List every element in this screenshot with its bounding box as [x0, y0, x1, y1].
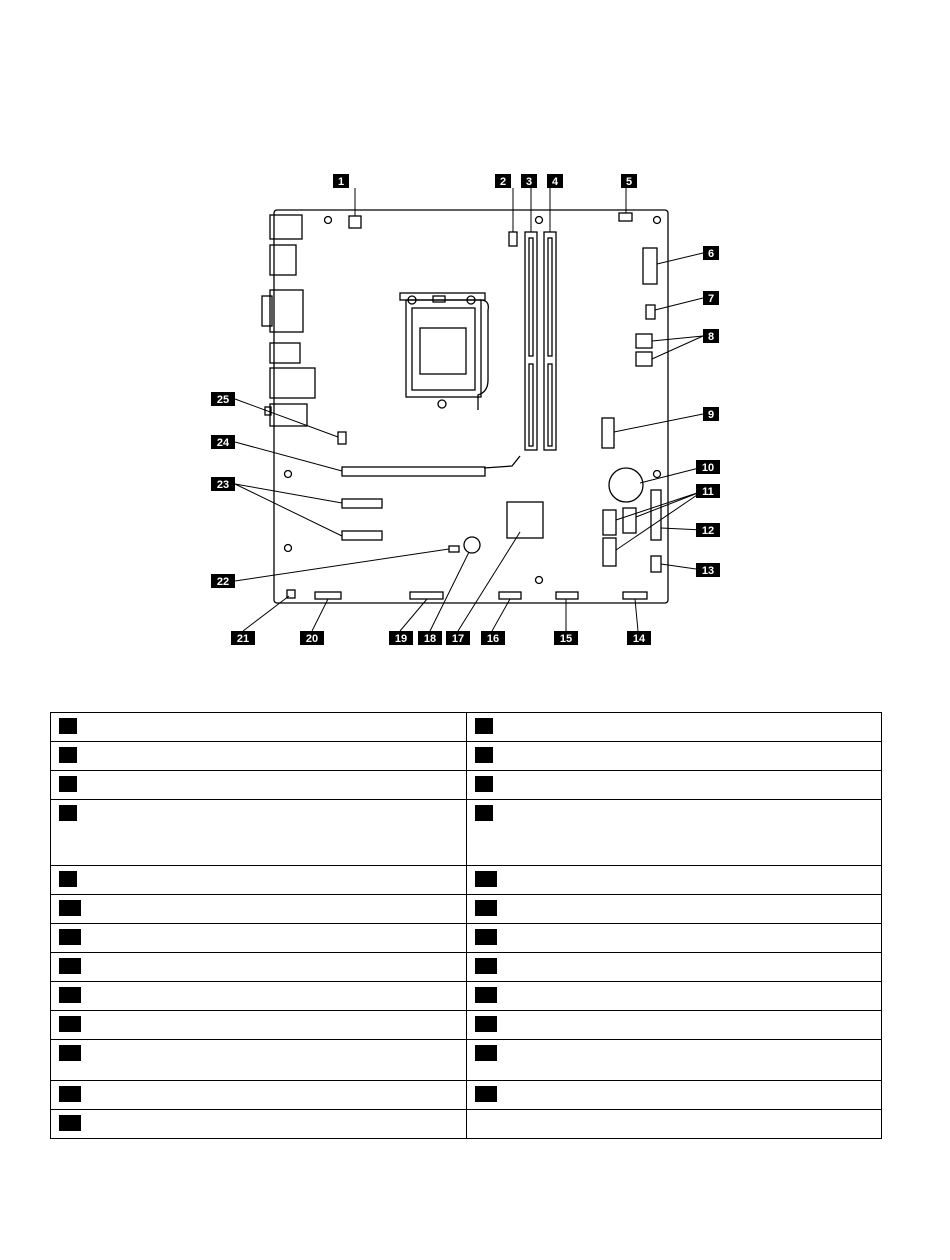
legend-cell	[51, 713, 467, 742]
legend-row	[51, 1081, 882, 1110]
callout-label: 10	[701, 462, 715, 474]
legend-row	[51, 924, 882, 953]
legend-cell	[51, 982, 467, 1011]
legend-cell	[51, 953, 467, 982]
callout-label: 14	[632, 633, 646, 645]
callout-15	[554, 631, 578, 645]
callout-13	[696, 563, 720, 577]
legend-key-24	[475, 1086, 497, 1102]
legend-key-5	[59, 776, 77, 792]
legend-cell	[466, 1040, 882, 1081]
legend-key-12	[475, 900, 497, 916]
legend-key-6	[475, 776, 493, 792]
callout-9	[703, 407, 719, 421]
callout-label: 20	[305, 633, 319, 645]
legend-cell	[466, 953, 882, 982]
callout-24	[211, 435, 235, 449]
legend-cell	[51, 1110, 467, 1139]
legend-key-14	[475, 929, 497, 945]
callout-1	[333, 174, 349, 188]
legend-cell-empty	[466, 1110, 882, 1139]
legend-key-8	[475, 805, 493, 821]
callout-label: 1	[337, 176, 345, 188]
legend-cell	[51, 1081, 467, 1110]
callout-23	[211, 477, 235, 491]
legend-row	[51, 713, 882, 742]
legend-cell	[51, 771, 467, 800]
callout-20	[300, 631, 324, 645]
legend-row	[51, 982, 882, 1011]
legend-cell	[51, 924, 467, 953]
legend-cell	[51, 1040, 467, 1081]
legend-key-13	[59, 929, 81, 945]
callout-label: 24	[216, 437, 230, 449]
legend-cell	[51, 895, 467, 924]
callout-label: 4	[551, 176, 559, 188]
legend-key-2	[475, 718, 493, 734]
callout-4	[547, 174, 563, 188]
callout-3	[521, 174, 537, 188]
legend-row	[51, 800, 882, 866]
legend-cell	[466, 866, 882, 895]
callout-17	[446, 631, 470, 645]
legend-cell	[51, 866, 467, 895]
legend-cell	[51, 800, 467, 866]
callout-6	[703, 246, 719, 260]
callout-18	[418, 631, 442, 645]
callout-7	[703, 291, 719, 305]
callout-14	[627, 631, 651, 645]
callout-10	[696, 460, 720, 474]
legend-cell	[466, 713, 882, 742]
legend-key-25	[59, 1115, 81, 1131]
callout-label: 22	[216, 576, 230, 588]
legend-key-10	[475, 871, 497, 887]
callout-label: 2	[499, 176, 507, 188]
legend-key-20	[475, 1016, 497, 1032]
legend-cell	[466, 982, 882, 1011]
legend-key-16	[475, 958, 497, 974]
legend-cell	[466, 1081, 882, 1110]
callout-label: 25	[216, 394, 230, 406]
callout-21	[231, 631, 255, 645]
callout-label: 17	[451, 633, 465, 645]
legend-row	[51, 1110, 882, 1139]
legend-key-19	[59, 1016, 81, 1032]
legend-cell	[466, 771, 882, 800]
legend-key-22	[475, 1045, 497, 1061]
callout-label: 19	[394, 633, 408, 645]
legend-row	[51, 771, 882, 800]
callout-25	[211, 392, 235, 406]
legend-cell	[466, 924, 882, 953]
callout-label: 7	[707, 293, 715, 305]
callout-label: 3	[525, 176, 533, 188]
callout-22	[211, 574, 235, 588]
legend-row	[51, 895, 882, 924]
legend-key-1	[59, 718, 77, 734]
callout-label: 12	[701, 525, 715, 537]
legend-row	[51, 1040, 882, 1081]
callout-label: 5	[625, 176, 633, 188]
legend-key-11	[59, 900, 81, 916]
legend-cell	[466, 800, 882, 866]
callout-label: 13	[701, 565, 715, 577]
legend-key-23	[59, 1086, 81, 1102]
callout-16	[481, 631, 505, 645]
legend-cell	[466, 895, 882, 924]
callout-label: 11	[702, 486, 714, 498]
callout-5	[621, 174, 637, 188]
legend-key-17	[59, 987, 81, 1003]
legend-key-3	[59, 747, 77, 763]
callout-12	[696, 523, 720, 537]
legend-key-15	[59, 958, 81, 974]
legend-key-9	[59, 871, 77, 887]
legend-key-7	[59, 805, 77, 821]
callout-2	[495, 174, 511, 188]
legend-cell	[466, 742, 882, 771]
legend-table	[50, 712, 882, 1139]
callout-label: 21	[236, 633, 250, 645]
callout-19	[389, 631, 413, 645]
callout-label: 15	[559, 633, 573, 645]
legend-key-21	[59, 1045, 81, 1061]
callout-label: 18	[423, 633, 437, 645]
legend-cell	[51, 1011, 467, 1040]
legend-key-4	[475, 747, 493, 763]
legend-key-18	[475, 987, 497, 1003]
board-outline	[274, 210, 668, 603]
callout-8	[703, 329, 719, 343]
legend-cell	[466, 1011, 882, 1040]
callout-label: 9	[707, 409, 715, 421]
legend-row	[51, 1011, 882, 1040]
callout-11	[696, 484, 720, 498]
legend-row	[51, 742, 882, 771]
callout-label: 16	[486, 633, 500, 645]
legend-row	[51, 953, 882, 982]
callout-label: 23	[216, 479, 230, 491]
legend-row	[51, 866, 882, 895]
callout-label: 6	[707, 248, 715, 260]
legend-cell	[51, 742, 467, 771]
callout-label: 8	[707, 331, 715, 343]
